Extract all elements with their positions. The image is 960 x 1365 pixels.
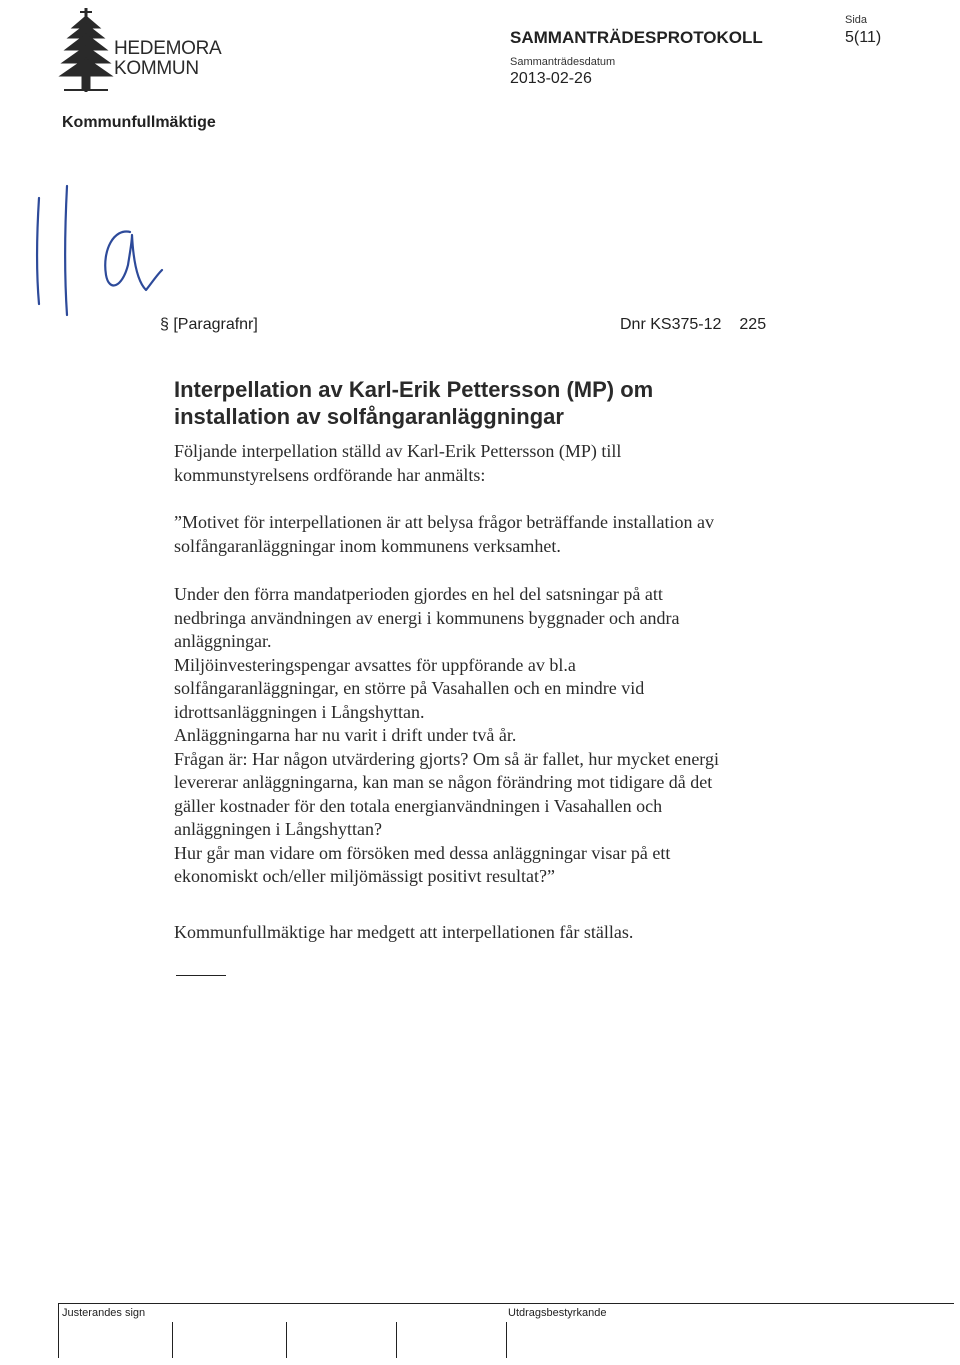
footer-rule <box>58 1303 954 1304</box>
council-name: Kommunfullmäktige <box>62 114 216 131</box>
paragraph-number: 225 <box>739 316 767 333</box>
quote-body <box>174 583 824 889</box>
quote-line: idrottsanläggningen i Långshyttan. <box>174 701 425 722</box>
quote-line: gäller kostnader för den totala energianvändningen i Vasahallen och <box>174 795 663 816</box>
quote-line: Miljöinvesteringspengar avsattes för uppförande av bl.a <box>174 654 576 675</box>
quote-line: ekonomiskt och/eller miljömässigt positivt resultat?” <box>174 866 555 886</box>
quote-line: anläggningar. <box>174 631 272 651</box>
section-end-divider <box>176 975 226 976</box>
signature-field-divider <box>396 1322 397 1358</box>
logo-text-hedemora: HEDEMORA <box>114 38 222 59</box>
quote-intro-paragraph <box>174 511 824 558</box>
signature-field-divider <box>172 1322 173 1358</box>
document-type-title: SAMMANTRÄDESPROTOKOLL <box>510 28 763 47</box>
handwritten-item-mark <box>22 180 192 320</box>
meeting-date: 2013-02-26 <box>510 70 592 87</box>
signature-field-divider <box>286 1322 287 1358</box>
quote-line: Anläggningarna har nu varit i drift under två år. <box>174 725 517 745</box>
title-line: installation av solfångaranläggningar <box>174 404 564 429</box>
diary-number <box>620 316 766 334</box>
quote-line: levererar anläggningarna, kan man se någon förändring mot tidigare då det <box>174 772 713 792</box>
intro-paragraph <box>174 440 824 487</box>
footer-left-border <box>58 1303 59 1358</box>
page-number: 5(11) <box>845 29 882 46</box>
diary-number-text: Dnr KS375-12 <box>620 316 722 333</box>
quote-line: nedbringa användningen av energi i kommunens byggnader och andra <box>174 607 680 628</box>
quote-line: Frågan är: Har någon utvärdering gjorts? Om så är fallet, hur mycket energi <box>174 748 719 769</box>
title-line: Interpellation av Karl-Erik Pettersson (MP) om <box>174 377 654 402</box>
hedemora-kommun-logo <box>58 6 228 96</box>
justerandes-sign-label: Justerandes sign <box>62 1307 146 1319</box>
page-title <box>174 376 794 430</box>
spruce-tree-icon <box>58 6 114 96</box>
meeting-date-label: Sammanträdesdatum <box>510 56 616 68</box>
intro-line: Följande interpellation ställd av Karl-Erik Pettersson (MP) till <box>174 441 622 461</box>
utdragsbestyrkande-label: Utdragsbestyrkande <box>508 1307 607 1319</box>
quote-line: solfångaranläggningar inom kommunens verksamhet. <box>174 535 561 556</box>
quote-line: ”Motivet för interpellationen är att belysa frågor beträffande installation av <box>174 512 714 532</box>
quote-line: Under den förra mandatperioden gjordes en hel del satsningar på att <box>174 584 663 604</box>
quote-line: Hur går man vidare om försöken med dessa anläggningar visar på ett <box>174 842 671 863</box>
closing-statement: Kommunfullmäktige har medgett att interpellationen får ställas. <box>174 922 634 942</box>
logo-text-kommun: KOMMUN <box>114 58 199 79</box>
intro-line: kommunstyrelsens ordförande har anmälts: <box>174 464 486 485</box>
page-label: Sida <box>845 14 868 26</box>
quote-line: solfångaranläggningar, en större på Vasahallen och en mindre vid <box>174 678 645 698</box>
paragraph-section: § [Paragrafnr] <box>160 316 258 333</box>
quote-line: anläggningen i Långshyttan? <box>174 819 382 839</box>
signature-field-divider <box>506 1322 507 1358</box>
